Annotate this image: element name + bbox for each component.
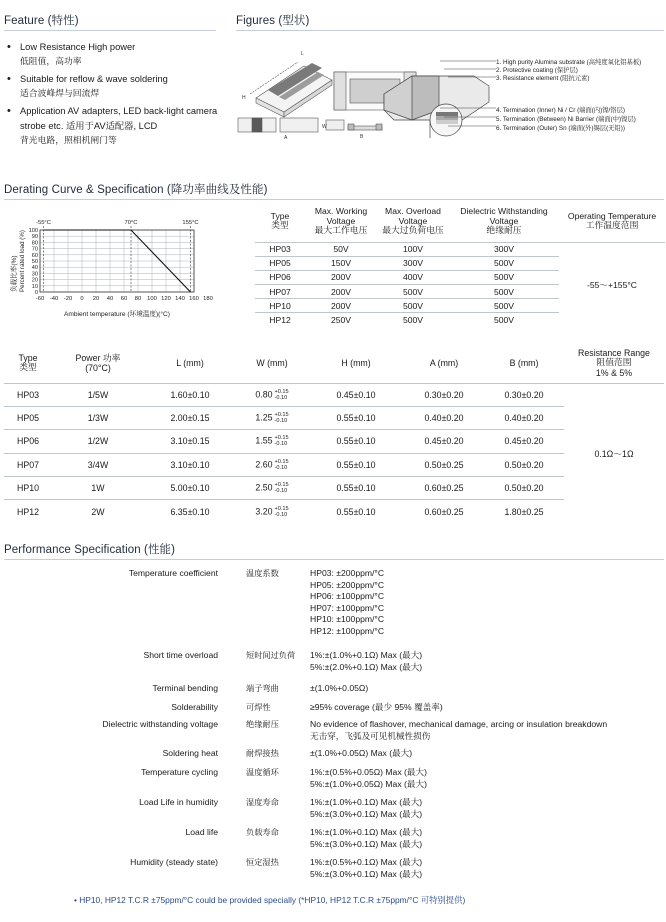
legend-item-3: 3. Resistance element (阻抗元素) — [496, 75, 590, 82]
chart-xlabel: Ambient temperature (环境温度)(°C) — [64, 311, 170, 318]
footnote: • HP10, HP12 T.C.R ±75ppm/°C could be provided specially (*HP10, HP12 T.C.R ±75ppm/°C 可特别提供) — [74, 895, 466, 905]
th-optemp: Operating Temperature 工作温度范围 — [567, 210, 657, 231]
y-tick-label: 50 — [31, 259, 38, 265]
y-tick-label: 80 — [31, 240, 38, 247]
legend-item-2: 2. Protective coating (保护层) — [496, 67, 578, 74]
figures-title: Figures (型状) — [236, 15, 310, 27]
dim-label-h: H — [242, 95, 246, 101]
feature-title: Feature (特性) — [4, 15, 79, 27]
y-tick-label: 100 — [28, 228, 38, 234]
x-tick-label: -20 — [63, 296, 73, 302]
x-tick-label: 160 — [189, 296, 199, 302]
table-row: HP07 200V 500V 500V — [255, 285, 665, 299]
table-row: HP07 3/4W 3.10±0.10 2.60 +0.15 -0.10 0.55±0.10 0.50±0.25 0.50±0.20 — [4, 453, 664, 476]
legend-item-6: 6. Termination (Outer) Sn (端面(外)锡层(无铅)) — [496, 125, 625, 132]
y-tick-label: 40 — [31, 265, 38, 272]
y-tick-label: 70 — [31, 246, 38, 253]
table-row: HP10 1W 5.00±0.10 2.50 +0.15 -0.10 0.55±0.10 0.60±0.25 0.50±0.20 — [4, 477, 664, 500]
table-row: HP06 1/2W 3.10±0.15 1.55 +0.15 -0.10 0.55±0.10 0.45±0.20 0.45±0.20 — [4, 430, 664, 453]
derating-chart — [2, 208, 254, 320]
feature-list — [6, 40, 231, 151]
feature-item: • Low Resistance High power 低阻值，高功率 — [6, 40, 231, 69]
dim-label-l: L — [301, 51, 304, 57]
operating-temp: -55～+155°C — [559, 242, 665, 327]
y-tick-label: 60 — [31, 252, 38, 259]
table-row: HP12 250V 500V 500V — [255, 313, 665, 327]
legend-item-1: 1. High purity Alumina substrate (高纯度氧化铝基板) — [496, 59, 642, 66]
table-row: HP03 1/5W 1.60±0.10 0.80 +0.15 -0.10 0.45±0.10 0.30±0.20 0.30±0.20 0.1Ω～1Ω — [4, 383, 664, 406]
resistance-range: 0.1Ω～1Ω — [564, 383, 664, 523]
x-tick-label: 0 — [80, 296, 84, 302]
performance-title: Performance Specification (性能) — [4, 544, 176, 556]
dim-label-a: A — [284, 135, 288, 141]
th-type: Type 类型 — [270, 210, 290, 231]
x-tick-label: 60 — [120, 296, 128, 302]
x-tick-label: 180 — [203, 296, 213, 302]
x-tick-label: 100 — [147, 296, 157, 302]
legend-item-4: 4. Termination (Inner) Ni / Cr (端面(内)镍/铬层) — [496, 107, 625, 114]
dim-label-w: W — [322, 124, 327, 130]
x-tick-label: 40 — [106, 296, 114, 302]
feature-item: • Suitable for reflow & wave soldering 适合波峰焊与回流焊 — [6, 72, 231, 101]
th-dielectric: Dielectric Withstanding Voltage 绝缘耐压 — [460, 205, 548, 236]
x-tick-label: 140 — [175, 296, 185, 302]
table-row: HP12 2W 6.35±0.10 3.20 +0.15 -0.10 0.55±0.10 0.60±0.25 1.80±0.25 — [4, 500, 664, 523]
y-tick-label: 0 — [34, 290, 38, 296]
feature-item: • Application AV adapters, LED back-light camera strobe etc. 适用于AV适配器, LCD 背光电路，照相机闸门等 — [6, 104, 231, 148]
chart-ylabel-en: Percent rated load (%) — [19, 230, 26, 292]
table-row: HP03 50V 100V 300V -55～+155°C — [255, 242, 665, 256]
marker-label: 70°C — [124, 220, 138, 226]
x-tick-label: -40 — [49, 296, 59, 302]
x-tick-label: 120 — [161, 296, 171, 302]
marker-label: 155°C — [182, 220, 199, 226]
th-working: Max. Working Voltage 最大工作电压 — [314, 205, 368, 236]
x-tick-label: 80 — [134, 296, 142, 302]
table-row: HP05 150V 300V 500V — [255, 256, 665, 270]
table-row: HP10 200V 500V 500V — [255, 299, 665, 313]
y-tick-label: 20 — [31, 277, 38, 284]
chart-ylabel-cn: 负载比率(%) — [11, 255, 18, 292]
dimension-table: Type 类型 Power 功率 (70°C) L (mm) W (mm) H (mm) A (mm) B (mm) Resistance Range 阻值范围 1% & 5% HP03 1/5W 1.60±0.10 0.80 +0.15 -0.10 0.45±0.10 0.30±0.20 0.30±0.20 0.1Ω～1Ω HP05 1/3W 2.00±0.15 1.25 +0.15 -0.10 0.55±0.10 0.40±0.20 0.40±0.20 HP06 1/2W 3.10±0.15 1.55 +0.15 -0.10 0.55±0.10 0.45±0.20 0.45±0.20 HP07 3/4W 3.10±0.10 2.60 +0.15 -0.10 0.55±0.10 0.50±0.25 0.50±0.20 HP10 1W 5.00±0.10 2.50 +0.15 -0.10 0.55±0.10 0.60±0.25 0.50±0.20 HP12 2W 6.35±0.10 3.20 +0.15 -0.10 0.55±0.10 0.60±0.25 1.80±0.25 — [4, 343, 664, 523]
voltage-spec-table — [255, 200, 665, 327]
marker-label: -55°C — [36, 220, 51, 226]
y-tick-label: 10 — [31, 283, 38, 290]
derating-title: Derating Curve & Specification (降功率曲线及性能) — [4, 184, 268, 196]
x-tick-label: -60 — [35, 296, 45, 302]
table-row: HP05 1/3W 2.00±0.15 1.25 +0.15 -0.10 0.55±0.10 0.40±0.20 0.40±0.20 — [4, 406, 664, 429]
legend-leader-lines — [430, 56, 500, 131]
dim-label-b: B — [360, 134, 364, 140]
th-overload: Max. Overload Voltage 最大过负荷电压 — [382, 205, 444, 236]
legend-item-5: 5. Termination (Between) Ni Barrier (端面(中)镍层) — [496, 116, 636, 123]
y-tick-label: 90 — [31, 234, 38, 241]
y-tick-label: 30 — [31, 271, 38, 278]
x-tick-label: 20 — [92, 296, 100, 302]
table-row: HP06 200V 400V 500V — [255, 270, 665, 284]
